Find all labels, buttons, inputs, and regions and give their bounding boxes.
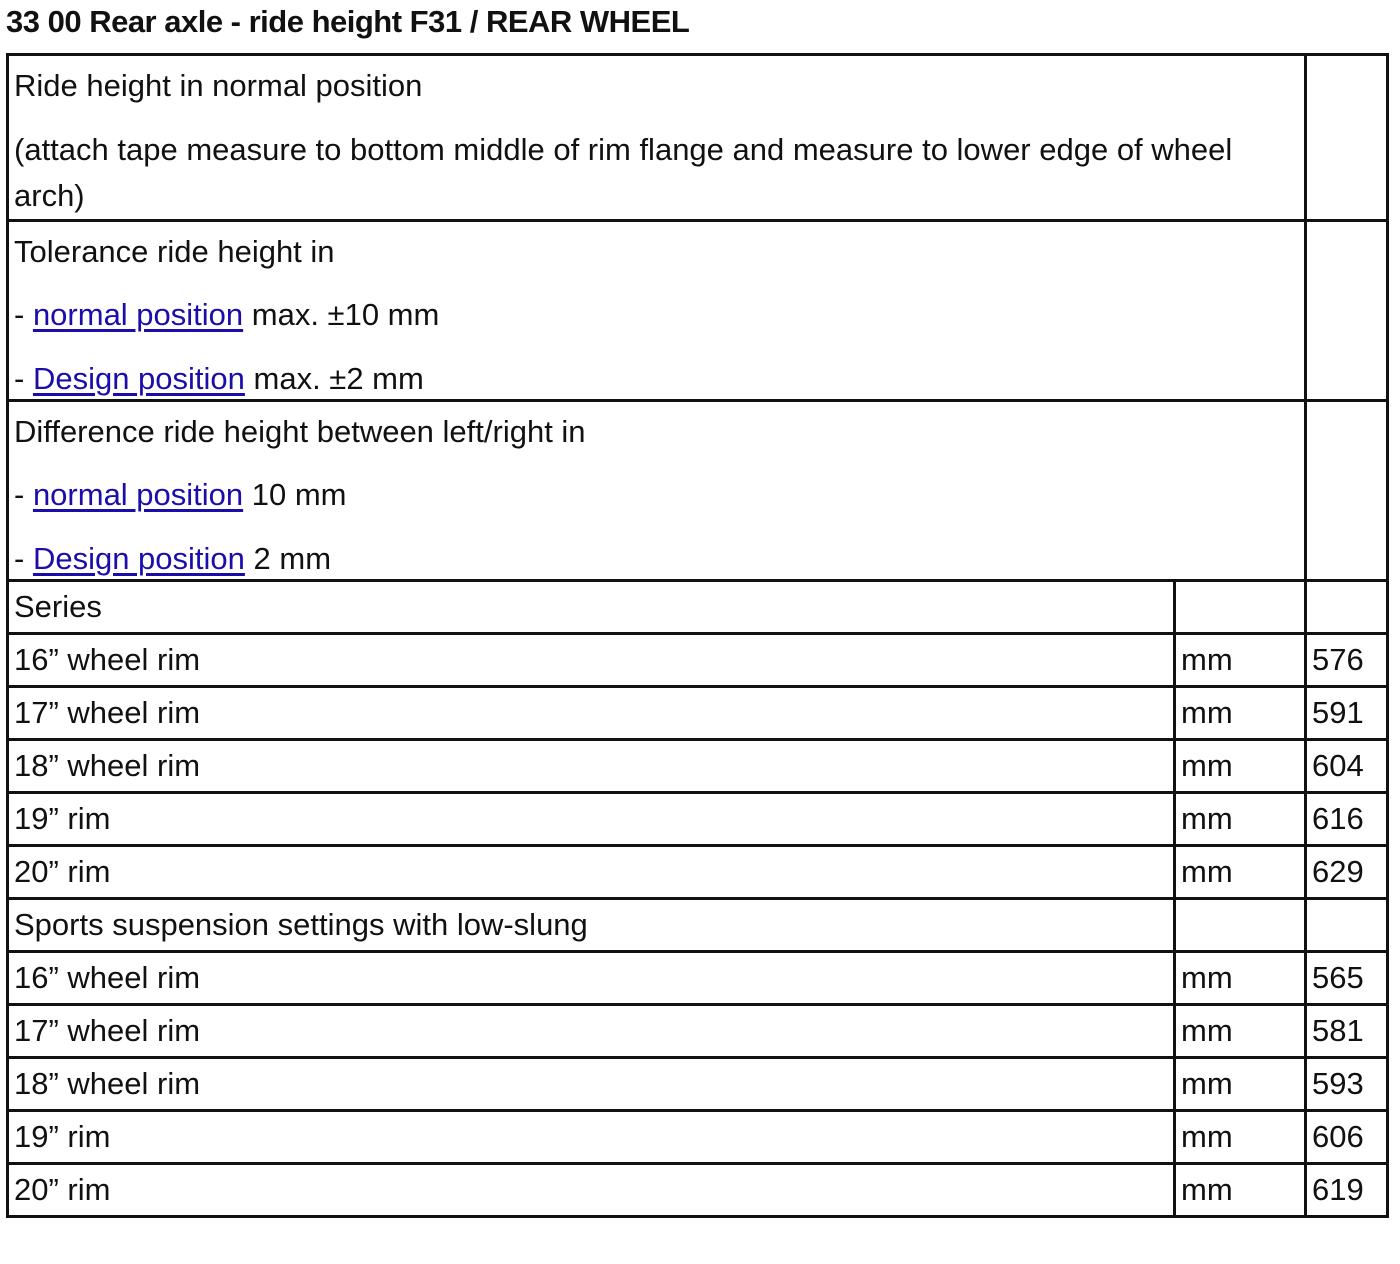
value-cell: 576 (1306, 634, 1388, 687)
empty-cell (1175, 899, 1306, 952)
value-cell: 619 (1306, 1164, 1388, 1217)
table-row (8, 687, 1388, 740)
unit-cell: mm (1175, 1058, 1306, 1111)
normal-position-link[interactable]: normal position (32, 297, 244, 332)
value-cell: 606 (1306, 1111, 1388, 1164)
series-heading-row (8, 581, 1388, 634)
rim-label: 19” rim (8, 1111, 1175, 1164)
unit-cell: mm (1175, 1111, 1306, 1164)
empty-cell (1306, 221, 1388, 401)
page-title: 33 00 Rear axle - ride height F31 / REAR WHEEL (6, 4, 690, 39)
unit-cell: mm (1175, 846, 1306, 899)
difference-item: - normal position 10 mm (14, 477, 347, 512)
value-cell: 581 (1306, 1005, 1388, 1058)
table-row (8, 1164, 1388, 1217)
unit-cell: mm (1175, 793, 1306, 846)
ride-height-cell (8, 55, 1306, 221)
unit-cell: mm (1175, 1164, 1306, 1217)
empty-cell (1306, 581, 1388, 634)
table-row (8, 952, 1388, 1005)
table-row (8, 846, 1388, 899)
value-cell: 616 (1306, 793, 1388, 846)
unit-cell: mm (1175, 687, 1306, 740)
difference-row (8, 401, 1388, 581)
table-row (8, 740, 1388, 793)
rim-label: 16” wheel rim (8, 634, 1175, 687)
tolerance-item: - normal position max. ±10 mm (14, 297, 440, 332)
value-cell: 591 (1306, 687, 1388, 740)
tolerance-row (8, 221, 1388, 401)
empty-cell (1306, 899, 1388, 952)
design-position-link[interactable]: Design position (32, 541, 245, 576)
table-row (8, 1111, 1388, 1164)
unit-cell: mm (1175, 1005, 1306, 1058)
rim-label: 18” wheel rim (8, 740, 1175, 793)
difference-heading: Difference ride height between left/right in (14, 414, 586, 449)
table-row (8, 793, 1388, 846)
empty-cell (1306, 55, 1388, 221)
value-cell: 565 (1306, 952, 1388, 1005)
unit-cell: mm (1175, 634, 1306, 687)
sports-heading: Sports suspension settings with low-slung (8, 899, 1175, 952)
table-row (8, 634, 1388, 687)
rim-label: 17” wheel rim (8, 1005, 1175, 1058)
value-cell: 604 (1306, 740, 1388, 793)
ride-height-row (8, 55, 1388, 221)
rim-label: 18” wheel rim (8, 1058, 1175, 1111)
normal-position-link[interactable]: normal position (32, 477, 244, 512)
ride-height-heading: Ride height in normal position (14, 68, 423, 103)
rim-label: 19” rim (8, 793, 1175, 846)
value-cell: 593 (1306, 1058, 1388, 1111)
series-heading: Series (8, 581, 1175, 634)
rim-label: 16” wheel rim (8, 952, 1175, 1005)
rim-label: 20” rim (8, 1164, 1175, 1217)
rim-label: 17” wheel rim (8, 687, 1175, 740)
table-row (8, 1005, 1388, 1058)
tolerance-heading: Tolerance ride height in (14, 234, 335, 269)
ride-height-table (6, 53, 1389, 1218)
rim-label: 20” rim (8, 846, 1175, 899)
design-position-link[interactable]: Design position (32, 361, 245, 396)
empty-cell (1175, 581, 1306, 634)
empty-cell (1306, 401, 1388, 581)
tolerance-cell (8, 221, 1306, 401)
unit-cell: mm (1175, 740, 1306, 793)
tolerance-item: - Design position max. ±2 mm (14, 361, 424, 396)
ride-height-note: (attach tape measure to bottom middle of rim flange and measure to lower edge of wheel arch) (14, 132, 1233, 213)
difference-item: - Design position 2 mm (14, 541, 332, 576)
table-row (8, 1058, 1388, 1111)
sports-heading-row (8, 899, 1388, 952)
unit-cell: mm (1175, 952, 1306, 1005)
value-cell: 629 (1306, 846, 1388, 899)
difference-cell (8, 401, 1306, 581)
